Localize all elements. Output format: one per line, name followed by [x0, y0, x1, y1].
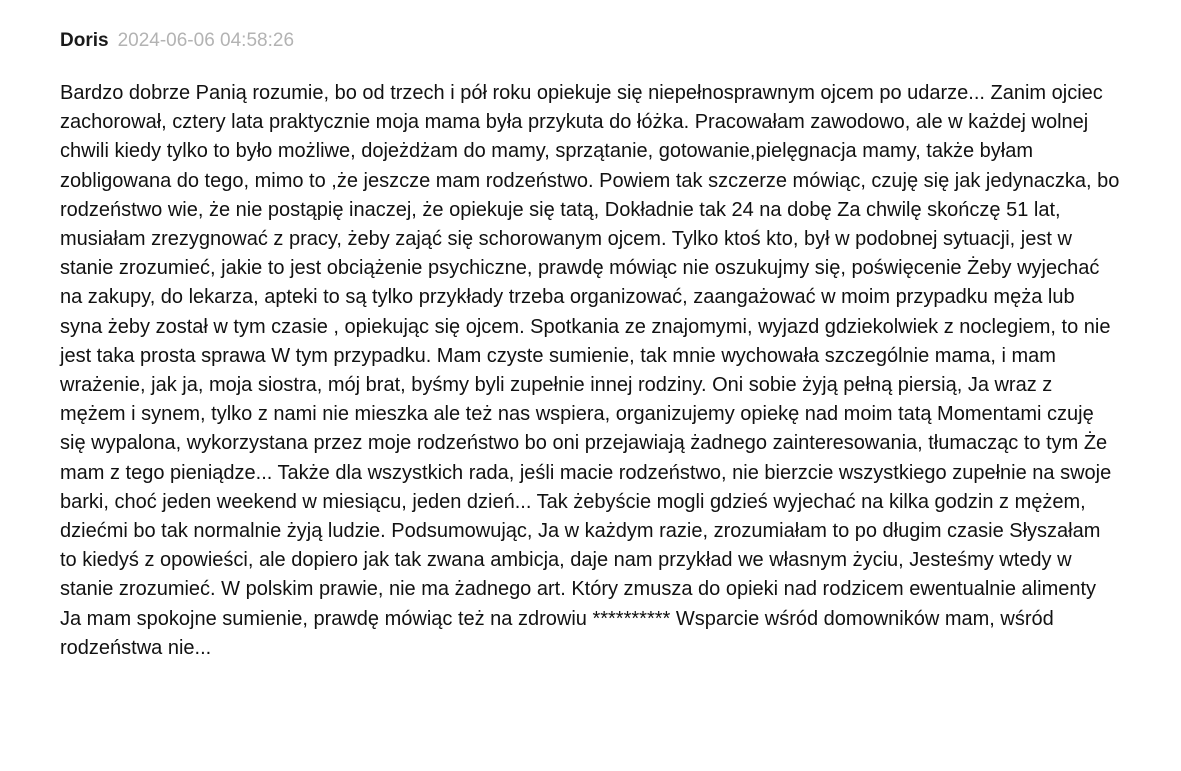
comment-card — [60, 30, 1122, 663]
comment-body: Bardzo dobrze Panią rozumie, bo od trzech i pół roku opiekuje się niepełnosprawnym ojcem po udarze... Zanim ojciec zachorował, cztery lata praktycznie moja mama była przykuta do łóżka. Pracowałam zawodowo, ale w każdej wolnej chwili kiedy tylko to było możliwe, dojeżdżam do mamy, sprzątanie, gotowanie,pielęgnacja mamy, także byłam zobligowana do tego, mimo to ,że jeszcze mam rodzeństwo. Powiem tak szczerze mówiąc, czuję się jak jedynaczka, bo rodzeństwo wie, że nie postąpię inaczej, że opiekuje się tatą, Dokładnie tak 24 na dobę Za chwilę skończę 51 lat, musiałam zrezygnować z pracy, żeby zająć się schorowanym ojcem. Tylko ktoś kto, był w podobnej sytuacji, jest w stanie zrozumieć, jakie to jest obciążenie psychiczne, prawdę mówiąc nie oszukujmy się, poświęcenie Żeby wyjechać na zakupy, do lekarza, apteki to są tylko przykłady trzeba organizować, zaangażować w moim przypadku męża lub syna żeby został w tym czasie , opiekując się ojcem. Spotkania ze znajomymi, wyjazd gdziekolwiek z noclegiem, to nie jest taka prosta sprawa W tym przypadku. Mam czyste sumienie, tak mnie wychowała szczególnie mama, i mam wrażenie, jak ja, moja siostra, mój brat, byśmy byli zupełnie innej rodziny. Oni sobie żyją pełną piersią, Ja wraz z mężem i synem, tylko z nami nie mieszka ale też nas wspiera, organizujemy opiekę nad moim tatą Momentami czuję się wypalona, wykorzystana przez moje rodzeństwo bo oni przejawiają żadnego zainteresowania, tłumacząc to tym Że mam z tego pieniądze... Także dla wszystkich rada, jeśli macie rodzeństwo, nie bierzcie wszystkiego zupełnie na swoje barki, choć jeden weekend w miesiącu, jeden dzień... Tak żebyście mogli gdzieś wyjechać na kilka godzin z mężem, dziećmi bo tak normalnie żyją ludzie. Podsumowując, Ja w każdym razie, zrozumiałam to po długim czasie Słyszałam to kiedyś z opowieści, ale dopiero jak tak zwana ambicja, daje nam przykład we własnym życiu, Jesteśmy wtedy w stanie zrozumieć. W polskim prawie, nie ma żadnego art. Który zmusza do opieki nad rodzicem ewentualnie alimenty Ja mam spokojne sumienie, prawdę mówiąc też na zdrowiu ********** Wsparcie wśród domowników mam, wśród rodzeństwa nie... — [60, 82, 1120, 659]
comment-author[interactable]: Doris — [60, 30, 109, 51]
comment-timestamp: 2024-06-06 04:58:26 — [117, 30, 295, 51]
comment-header — [60, 30, 1122, 58]
